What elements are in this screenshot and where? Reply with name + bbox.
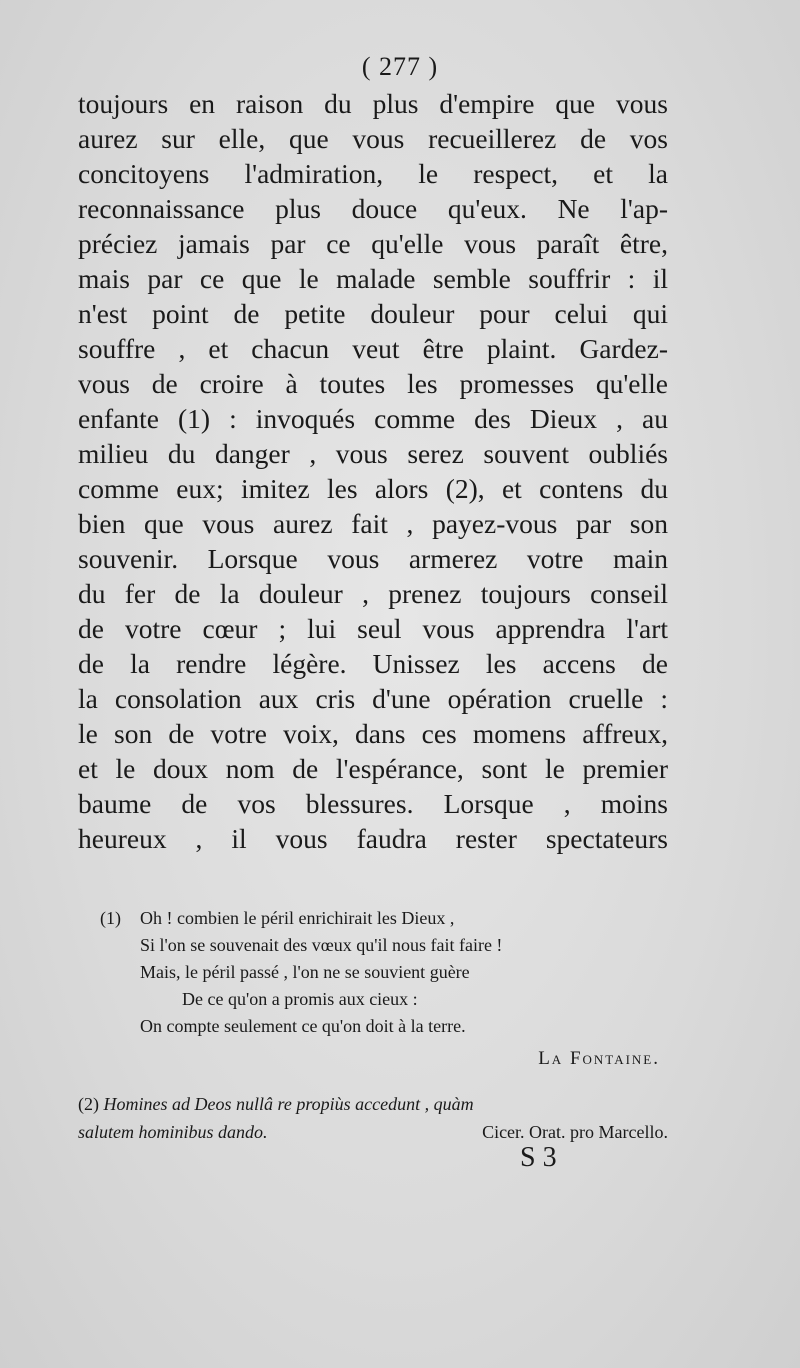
text-line: souvenir. Lorsque vous armerez votre main <box>78 543 668 574</box>
text-line: bien que vous aurez fait , payez-vous par son <box>78 508 668 539</box>
footnote-marker: (1) <box>100 908 121 928</box>
text-line: mais par ce que le malade semble souffrir : il <box>78 263 668 294</box>
text-line: comme eux; imitez les alors (2), et contens du <box>78 473 668 504</box>
footnote-verse-line: Mais, le péril passé , l'on ne se souvient guère <box>140 962 470 982</box>
footnote-1 <box>100 905 660 1070</box>
footnote-verse-line: Si l'on se souvenait des vœux qu'il nous fait faire ! <box>140 935 503 955</box>
text-line: et le doux nom de l'espérance, sont le premier <box>78 753 668 784</box>
body-text <box>78 86 668 856</box>
latin-quote: Homines ad Deos nullâ re propiùs accedunt , quàm <box>103 1094 474 1114</box>
text-line: n'est point de petite douleur pour celui qui <box>78 298 668 329</box>
text-line: de la rendre légère. Unissez les accens de <box>78 648 668 679</box>
text-line: la consolation aux cris d'une opération cruelle : <box>78 683 668 714</box>
text-line: de votre cœur ; lui seul vous apprendra l'art <box>78 613 668 644</box>
text-line: baume de vos blessures. Lorsque , moins <box>78 788 668 819</box>
latin-quote-end: salutem hominibus dando. <box>78 1122 268 1142</box>
footnote-verse-line: On compte seulement ce qu'on doit à la terre. <box>140 1016 466 1036</box>
footnote-2 <box>78 1090 668 1146</box>
text-line: le son de votre voix, dans ces momens affreux, <box>78 718 668 749</box>
text-line: enfante (1) : invoqués comme des Dieux , au <box>78 403 668 434</box>
signature-mark: S 3 <box>520 1142 557 1173</box>
text-line: toujours en raison du plus d'empire que vous <box>78 88 668 119</box>
footnote-verse-line <box>100 905 660 932</box>
verse-text: Oh ! combien le péril enrichirait les Dieux , <box>140 908 455 928</box>
text-line: concitoyens l'admiration, le respect, et la <box>78 158 668 189</box>
footnote-line <box>78 1118 668 1146</box>
text-line: aurez sur elle, que vous recueillerez de vos <box>78 123 668 154</box>
footnote-verse-line: De ce qu'on a promis aux cieux : <box>182 989 418 1009</box>
text-line: heureux , il vous faudra rester spectateurs <box>78 823 668 854</box>
text-line: vous de croire à toutes les promesses qu'elle <box>78 368 668 399</box>
text-line: milieu du danger , vous serez souvent oubliés <box>78 438 668 469</box>
citation: Cicer. Orat. pro Marcello. <box>482 1122 668 1142</box>
page-number: ( 277 ) <box>361 52 439 81</box>
text-line: préciez jamais par ce qu'elle vous paraît être, <box>78 228 668 259</box>
footnote-line <box>78 1090 668 1118</box>
footnote-author: La Fontaine. <box>538 1048 660 1069</box>
text-line: reconnaissance plus douce qu'eux. Ne l'ap- <box>78 193 668 224</box>
text-line: du fer de la douleur , prenez toujours conseil <box>78 578 668 609</box>
text-line: souffre , et chacun veut être plaint. Gardez- <box>78 333 668 364</box>
footnote-marker: (2) <box>78 1094 99 1114</box>
